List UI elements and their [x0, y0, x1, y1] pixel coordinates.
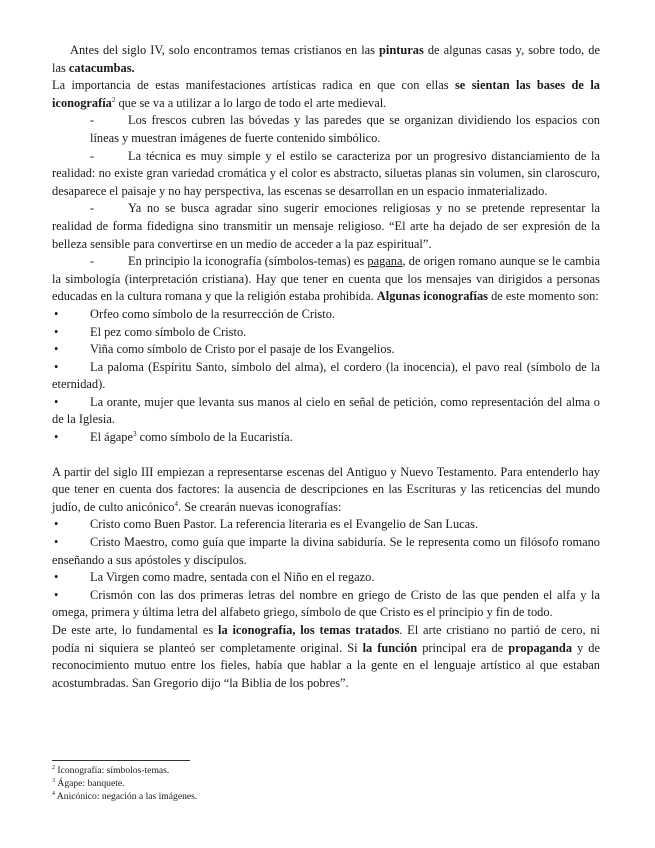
text: y de reconocimiento mutuo entre los fieles, había que hablar a la gente en el lenguaje artístico al que estaban acostumbradas. San Gregorio dijo “la Biblia de los pobres”.	[52, 640, 600, 690]
document-body	[52, 42, 600, 692]
footnote-ref: 4	[174, 499, 178, 508]
footnote	[52, 777, 197, 790]
text: Cristo Maestro, como guía que imparte la divina sabiduría. Se le representa como un filósofo romano enseñando a sus apóstoles y discípulos.	[52, 535, 600, 567]
text: principal era de	[417, 640, 509, 655]
text: Ya no se busca agradar sino sugerir emociones religiosas y no se pretende representar la realidad de forma fidedigna sino transmitir un mensaje religioso. “El arte ha dejado de ser expresión de la belleza sensible para convertirse en un medio de acceder a la paz espiritual”.	[52, 201, 600, 251]
bullet-marker: •	[54, 570, 59, 585]
bold-text: la iconografía, los temas tratados	[218, 623, 400, 637]
footnote-text: Anicónico: negación a las imágenes.	[55, 791, 198, 803]
dash-item	[52, 148, 600, 201]
text: Crismón con las dos primeras letras del nombre en griego de Cristo de las que penden el alfa y la omega, primera y última letra del alfabeto griego, símbolo de que Cristo es el principio y fin de todo.	[52, 587, 600, 620]
text: Antes del siglo IV, solo encontramos temas cristianos en las	[70, 43, 380, 57]
text: El ágape	[90, 430, 133, 445]
bullet-marker: •	[54, 394, 59, 409]
bold-text: pinturas	[379, 43, 424, 57]
bullet-item	[52, 359, 600, 394]
bold-text: catacumbas.	[68, 60, 135, 75]
bullet-marker: •	[54, 587, 59, 602]
footnote-text: Ágape: banquete.	[55, 778, 125, 790]
text: En principio la iconografía (símbolos-temas) es	[128, 254, 368, 269]
text: El pez como símbolo de Cristo.	[90, 324, 247, 339]
bold-text: se sientan las bases de la iconografía	[52, 78, 600, 110]
footnote-text: Iconografía: símbolos-temas.	[55, 765, 170, 776]
bullet-marker: •	[54, 517, 59, 532]
footnote-number: 2	[52, 765, 55, 771]
footnote	[52, 764, 197, 777]
text: Los frescos cubren las bóvedas y las paredes que se organizan dividiendo los espacios con líneas y muestran imágenes de fuerte contenido simbólico.	[90, 113, 600, 145]
bullet-marker: •	[54, 535, 59, 550]
dash-marker: -	[90, 148, 95, 163]
text: que se va a utilizar a lo largo de todo el arte medieval.	[115, 95, 387, 110]
footnote-separator	[52, 760, 190, 761]
text: de algunas casas y, sobre todo, de las	[52, 43, 600, 75]
text: A partir del siglo III empiezan a representarse escenas del Antiguo y Nuevo Testamento. Para entenderlo hay que tener en cuenta dos factores: la ausencia de descripciones en las Escrituras y las reticencias del mundo judío, de culto anicónico	[52, 464, 600, 514]
bullet-marker: •	[54, 324, 59, 339]
text: La importancia de estas manifestaciones artísticas radica en que con ellas	[52, 78, 455, 93]
dash-marker: -	[90, 254, 95, 269]
text: De este arte, lo fundamental es	[52, 623, 219, 637]
bullet-item	[52, 516, 600, 534]
paragraph-siglo-iii	[52, 464, 600, 517]
text: Cristo como Buen Pastor. La referencia literaria es el Evangelio de San Lucas.	[90, 517, 479, 532]
bullet-item	[52, 429, 600, 447]
bullet-marker: •	[54, 359, 59, 374]
dash-item	[52, 112, 600, 147]
paragraph-intro	[52, 42, 600, 77]
footnote-number: 4	[52, 791, 55, 798]
bullet-item	[52, 341, 600, 359]
bullet-item	[52, 569, 600, 587]
dash-marker: -	[90, 201, 95, 216]
text: Viña como símbolo de Cristo por el pasaje de los Evangelios.	[90, 342, 395, 357]
text: de este momento son:	[487, 289, 599, 304]
paragraph-importance	[52, 77, 600, 112]
bullet-marker: •	[54, 342, 59, 357]
bullet-marker: •	[54, 306, 59, 321]
dash-item	[52, 253, 600, 306]
footnote-ref: 3	[133, 430, 137, 439]
bold-text: propaganda	[508, 640, 573, 655]
footnote-number: 3	[52, 778, 55, 785]
text: . El arte cristiano no partió de cero, ni podía ni siquiera se planteó ser completamente original. Si	[52, 623, 600, 655]
text: como símbolo de la Eucaristía.	[136, 430, 293, 445]
bold-text: la función	[362, 640, 418, 655]
bullet-item	[52, 324, 600, 342]
dash-item	[52, 200, 600, 253]
bullet-item	[52, 306, 600, 324]
dash-marker: -	[90, 113, 95, 128]
spacer	[52, 447, 600, 464]
text: La paloma (Espíritu Santo, símbolo del alma), el cordero (la inocencia), el pavo real (símbolo de la eternidad).	[52, 359, 600, 392]
bullet-item	[52, 394, 600, 429]
bullet-item	[52, 534, 600, 569]
text: Orfeo como símbolo de la resurrección de Cristo.	[90, 306, 335, 321]
paragraph-conclusion	[52, 622, 600, 692]
bullet-marker: •	[54, 430, 59, 445]
footnotes	[52, 764, 197, 804]
bullet-item	[52, 587, 600, 622]
text: La orante, mujer que levanta sus manos al cielo en señal de petición, como representación del alma o de la Iglesia.	[52, 394, 600, 427]
underlined-text: pagana	[367, 254, 403, 269]
text: , de origen romano aunque se le cambia la simbología (interpretación cristiana). Hay que tener en cuenta que los mensajes van dirigidos a personas educadas en la cultura romana y que la religión estaba prohibida.	[52, 254, 600, 304]
text: . Se crearán nuevas iconografías:	[178, 499, 342, 514]
text: La técnica es muy simple y el estilo se caracteriza por un progresivo distanciamiento de la realidad: no existe gran variedad cromática y el color es abstracto, siluetas planas sin volumen, sin claroscuro, desaparece el paisaje y no hay perspectiva, las escenas se desarrollan en un espacio inmaterializado.	[52, 148, 600, 198]
bold-text: Algunas iconografías	[376, 289, 488, 304]
footnote	[52, 790, 197, 803]
footnote-ref: 2	[111, 95, 116, 104]
text: La Virgen como madre, sentada con el Niño en el regazo.	[90, 570, 375, 585]
